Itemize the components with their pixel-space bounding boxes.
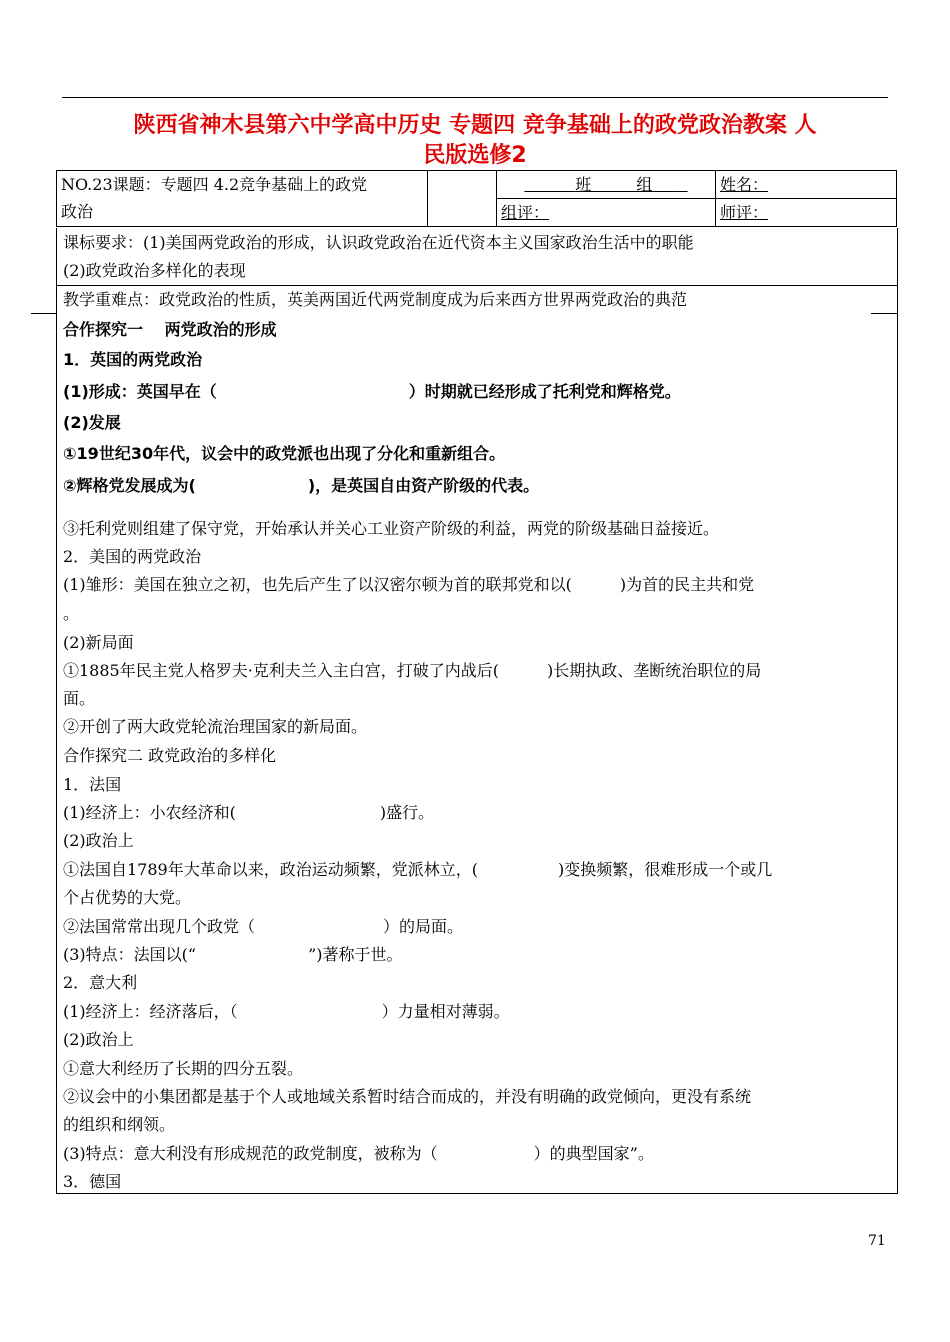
body-line-19: ①意大利经历了长期的四分五裂。 bbox=[63, 1059, 304, 1078]
right-tick bbox=[871, 313, 897, 314]
top-rule bbox=[62, 97, 888, 98]
body-line-10: (1)经济上：小农经济和( )盛行。 bbox=[63, 803, 435, 822]
body-line-1: 2．美国的两党政治 bbox=[63, 547, 202, 566]
title-line-2: 民版选修2 bbox=[423, 143, 527, 168]
bold-line-0: 合作探究一 两党政治的形成 bbox=[63, 320, 277, 339]
standards-line-1: 课标要求：(1)美国两党政治的形成，认识政党政治在近代资本主义国家政治生活中的职能 bbox=[63, 233, 694, 252]
body-line-7: ②开创了两大政党轮流治理国家的新局面。 bbox=[63, 717, 368, 736]
body-line-17: (1)经济上：经济落后，（ ）力量相对薄弱。 bbox=[63, 1002, 510, 1021]
name-label: 姓名： bbox=[720, 175, 769, 194]
left-tick bbox=[31, 313, 57, 314]
standards-row bbox=[57, 228, 897, 286]
keypoints-text: 教学重难点：政党政治的性质，英美两国近代两党制度成为后来西方世界两党政治的典范 bbox=[63, 290, 688, 309]
body-line-9: 1．法国 bbox=[63, 775, 122, 794]
teacher-eval-label: 师评： bbox=[720, 203, 769, 222]
body-line-15: (3)特点：法国以(“ ”)著称于世。 bbox=[63, 945, 403, 964]
body-line-14: ②法国常常出现几个政党（ ）的局面。 bbox=[63, 917, 464, 936]
document-title bbox=[60, 111, 890, 171]
lesson-cell bbox=[57, 171, 428, 227]
blank-cell bbox=[428, 171, 497, 227]
body-line-3: 。 bbox=[63, 604, 80, 623]
page-number: 71 bbox=[868, 1233, 886, 1249]
body-line-11: (2)政治上 bbox=[63, 831, 134, 850]
body-line-2: (1)雏形：美国在独立之初，也先后产生了以汉密尔顿为首的联邦党和以( )为首的民主共和党 bbox=[63, 575, 755, 594]
body-line-13: 个占优势的大党。 bbox=[63, 888, 192, 907]
bold-line-1: 1．英国的两党政治 bbox=[63, 350, 203, 369]
content-box bbox=[56, 228, 898, 1194]
bold-line-3: (2)发展 bbox=[63, 413, 121, 432]
body-line-0: ③托利党则组建了保守党，开始承认并关心工业资产阶级的利益，两党的阶级基础日益接近。 bbox=[63, 519, 720, 538]
body-line-18: (2)政治上 bbox=[63, 1030, 134, 1049]
header-table bbox=[56, 170, 897, 227]
body-line-21: 的组织和纲领。 bbox=[63, 1115, 176, 1134]
standards-line-2: (2)政党政治多样化的表现 bbox=[63, 261, 246, 280]
body-line-6: 面。 bbox=[63, 689, 96, 708]
bold-line-5: ②辉格党发展成为( )，是英国自由资产阶级的代表。 bbox=[63, 476, 540, 495]
name-cell bbox=[716, 171, 897, 199]
body-line-16: 2．意大利 bbox=[63, 973, 138, 992]
body-line-22: (3)特点：意大利没有形成规范的政党制度，被称为（ ）的典型国家”。 bbox=[63, 1144, 654, 1163]
title-line-1: 陕西省神木县第六中学高中历史 专题四 竞争基础上的政党政治教案 人 bbox=[133, 113, 817, 138]
bold-line-4: ①19世纪30年代，议会中的政党派也出现了分化和重新组合。 bbox=[63, 444, 506, 463]
body-line-8: 合作探究二 政党政治的多样化 bbox=[63, 746, 277, 765]
lesson-line-1: NO.23课题：专题四 4.2竞争基础上的政党 bbox=[61, 175, 368, 194]
class-group-cell bbox=[497, 171, 716, 199]
keypoints-row bbox=[57, 286, 897, 314]
lesson-line-2: 政治 bbox=[61, 202, 94, 221]
group-eval-cell bbox=[497, 199, 716, 227]
teacher-eval-cell bbox=[716, 199, 897, 227]
body-line-5: ①1885年民主党人格罗夫·克利夫兰入主白宫，打破了内战后( )长期执政、垄断统治职位的局 bbox=[63, 661, 762, 680]
bold-line-2: (1)形成：英国早在（ ）时期就已经形成了托利党和辉格党。 bbox=[63, 382, 681, 401]
body-line-4: (2)新局面 bbox=[63, 633, 134, 652]
body-line-20: ②议会中的小集团都是基于个人或地域关系暂时结合而成的，并没有明确的政党倾向，更没有系统 bbox=[63, 1087, 752, 1106]
group-eval-label: 组评： bbox=[501, 203, 550, 222]
body-line-12: ①法国自1789年大革命以来，政治运动频繁，党派林立，( )变换频繁，很难形成一个或几 bbox=[63, 860, 773, 879]
class-group-label: 班 组 bbox=[575, 175, 673, 194]
body-line-23: 3．德国 bbox=[63, 1172, 122, 1191]
